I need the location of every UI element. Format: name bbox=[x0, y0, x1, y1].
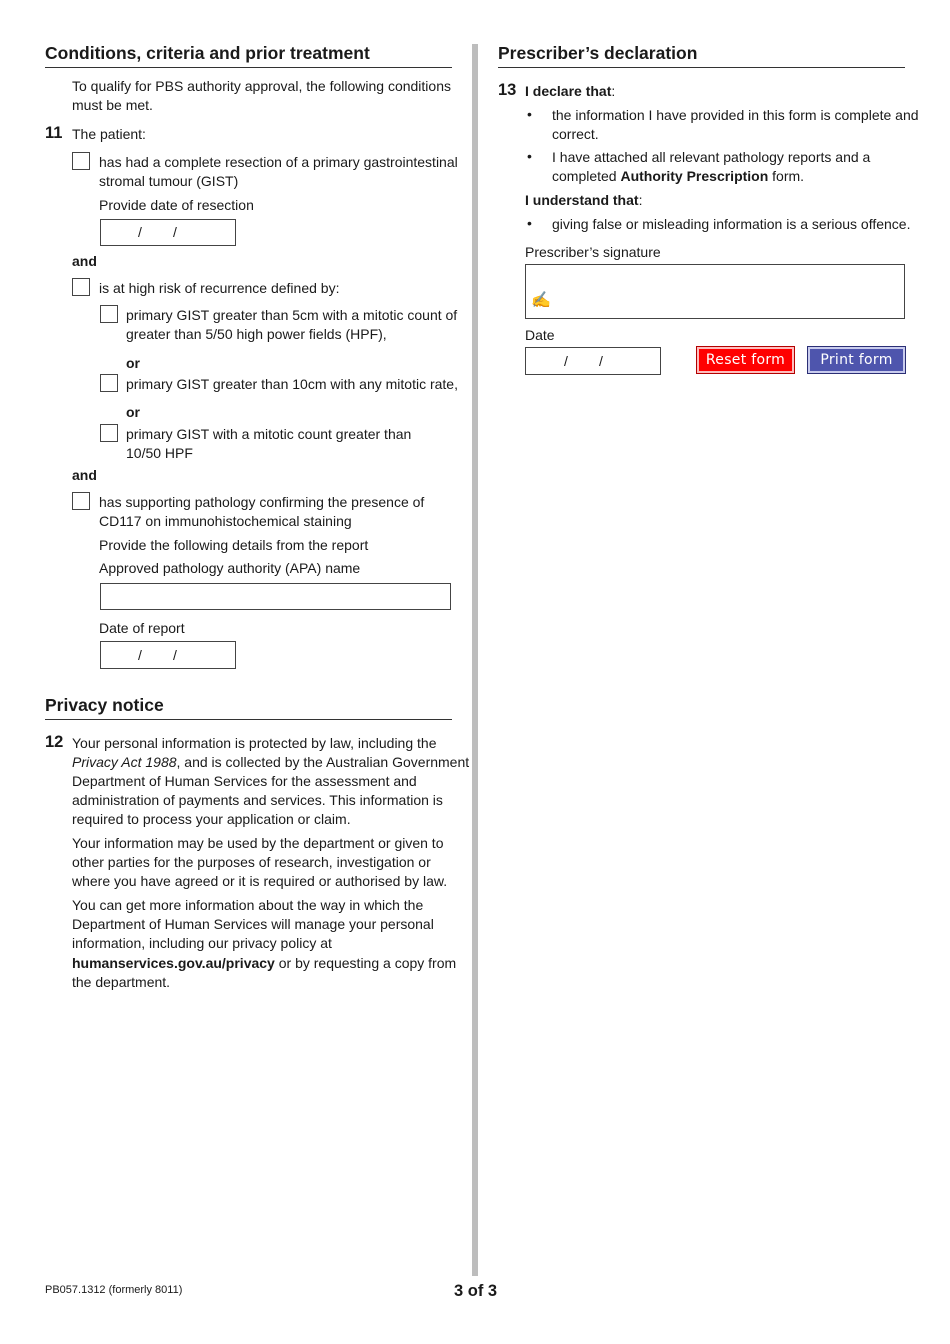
privacy-p1-line4: administration of payments and services. This information is bbox=[72, 792, 443, 808]
privacy-p3-line4-rest: or by requesting a copy from bbox=[274, 955, 457, 971]
understand-heading-colon: : bbox=[638, 192, 643, 208]
gist-10cm-label: primary GIST greater than 10cm with any mitotic rate, bbox=[126, 376, 458, 392]
column-divider bbox=[472, 44, 478, 1276]
form-code: PB057.1312 (formerly 8011) bbox=[45, 1284, 183, 1296]
conditions-section-title: Conditions, criteria and prior treatment bbox=[45, 43, 370, 63]
conditions-intro-line1: To qualify for PBS authority approval, the following conditions bbox=[72, 78, 451, 94]
gist-mitotic-line1: primary GIST with a mitotic count greater than bbox=[126, 426, 412, 442]
date-separator: / bbox=[173, 647, 177, 663]
declaration-section-title: Prescriber’s declaration bbox=[498, 43, 698, 63]
conditions-title-rule bbox=[45, 67, 452, 68]
date-separator: / bbox=[599, 353, 603, 369]
privacy-act-name: Privacy Act 1988 bbox=[72, 754, 177, 770]
date-separator: / bbox=[173, 224, 177, 240]
bullet2-form-name: Authority Prescription bbox=[620, 168, 769, 184]
understand-heading bbox=[525, 191, 642, 210]
question-12-number: 12 bbox=[45, 733, 64, 751]
or-connector: or bbox=[126, 404, 140, 420]
print-form-button[interactable]: Print form bbox=[808, 347, 905, 373]
gist-5cm-line2: greater than 5/50 high power fields (HPF), bbox=[126, 326, 387, 342]
declaration-date-label: Date bbox=[525, 327, 555, 343]
declaration-title-rule bbox=[498, 67, 905, 68]
signature-pen-icon: ✍ bbox=[531, 292, 551, 309]
signature-label: Prescriber’s signature bbox=[525, 244, 661, 260]
privacy-p2-line3: where you have agreed or it is required or authorised by law. bbox=[72, 873, 448, 889]
pathology-option-line2: CD117 on immunohistochemical staining bbox=[99, 513, 352, 529]
report-date-label: Date of report bbox=[99, 620, 185, 636]
resection-option-line2: stromal tumour (GIST) bbox=[99, 173, 239, 189]
date-separator: / bbox=[138, 647, 142, 663]
privacy-p3-line5: the department. bbox=[72, 974, 171, 990]
declare-heading-bold: I declare that bbox=[525, 83, 612, 99]
question-13-number: 13 bbox=[498, 81, 517, 99]
privacy-title-rule bbox=[45, 719, 452, 720]
pathology-details-label: Provide the following details from the report bbox=[99, 537, 369, 553]
privacy-p1-line5: required to process your application or claim. bbox=[72, 811, 351, 827]
date-separator: / bbox=[564, 353, 568, 369]
resection-checkbox[interactable] bbox=[72, 152, 90, 170]
resection-date-label: Provide date of resection bbox=[99, 197, 254, 213]
gist-10cm-checkbox[interactable] bbox=[100, 374, 118, 392]
high-risk-checkbox[interactable] bbox=[72, 278, 90, 296]
declare-heading-colon: : bbox=[611, 83, 616, 99]
apa-name-field[interactable] bbox=[100, 583, 451, 610]
conditions-intro-line2: must be met. bbox=[72, 97, 153, 113]
gist-mitotic-line2: 10/50 HPF bbox=[126, 445, 193, 461]
pathology-checkbox[interactable] bbox=[72, 492, 90, 510]
privacy-p3-line4 bbox=[72, 954, 456, 973]
declaration-bullet2-line2 bbox=[552, 167, 804, 186]
privacy-p1-line2-rest: , and is collected by the Australian Government bbox=[176, 754, 470, 770]
or-connector: or bbox=[126, 355, 140, 371]
resection-date-field[interactable] bbox=[100, 219, 236, 246]
privacy-policy-link[interactable]: humanservices.gov.au/privacy bbox=[72, 955, 275, 971]
privacy-p2-line1: Your information may be used by the department or given to bbox=[72, 835, 444, 851]
gist-5cm-checkbox[interactable] bbox=[100, 305, 118, 323]
privacy-p1-line2 bbox=[72, 753, 469, 772]
question-11-number: 11 bbox=[45, 124, 63, 142]
declaration-bullet2-line1: I have attached all relevant pathology reports and a bbox=[552, 149, 871, 165]
page-number: 3 of 3 bbox=[454, 1282, 498, 1300]
privacy-p3-line3: information, including our privacy policy at bbox=[72, 935, 332, 951]
and-connector: and bbox=[72, 467, 97, 483]
bullet-marker: • bbox=[527, 106, 532, 122]
question-11-label: The patient: bbox=[72, 126, 146, 142]
reset-form-button[interactable]: Reset form bbox=[697, 347, 794, 373]
pathology-option-line1: has supporting pathology confirming the presence of bbox=[99, 494, 425, 510]
gist-5cm-line1: primary GIST greater than 5cm with a mitotic count of bbox=[126, 307, 458, 323]
declaration-bullet1-line2: correct. bbox=[552, 126, 599, 142]
declare-heading bbox=[525, 82, 615, 101]
report-date-field[interactable] bbox=[100, 641, 236, 669]
signature-field[interactable] bbox=[525, 264, 905, 319]
bullet-marker: • bbox=[527, 215, 532, 231]
privacy-section-title: Privacy notice bbox=[45, 695, 164, 715]
bullet2-post: form. bbox=[768, 168, 805, 184]
privacy-p3-line2: Department of Human Services will manage your personal bbox=[72, 916, 434, 932]
declaration-bullet1-line1: the information I have provided in this form is complete and bbox=[552, 107, 919, 123]
date-separator: / bbox=[138, 224, 142, 240]
privacy-p3-line1: You can get more information about the way in which the bbox=[72, 897, 424, 913]
and-connector: and bbox=[72, 253, 97, 269]
apa-name-label: Approved pathology authority (APA) name bbox=[99, 560, 361, 576]
privacy-p1-line1: Your personal information is protected by law, including the bbox=[72, 735, 437, 751]
privacy-p2-line2: other parties for the purposes of research, investigation or bbox=[72, 854, 431, 870]
gist-mitotic-checkbox[interactable] bbox=[100, 424, 118, 442]
declaration-date-field[interactable] bbox=[525, 347, 661, 375]
understand-heading-bold: I understand that bbox=[525, 192, 639, 208]
privacy-p1-line3: Department of Human Services for the assessment and bbox=[72, 773, 417, 789]
high-risk-option-label: is at high risk of recurrence defined by: bbox=[99, 280, 340, 296]
resection-option-line1: has had a complete resection of a primary gastrointestinal bbox=[99, 154, 458, 170]
bullet-marker: • bbox=[527, 148, 532, 164]
declaration-bullet3: giving false or misleading information is a serious offence. bbox=[552, 216, 911, 232]
bullet2-pre: completed bbox=[552, 168, 621, 184]
